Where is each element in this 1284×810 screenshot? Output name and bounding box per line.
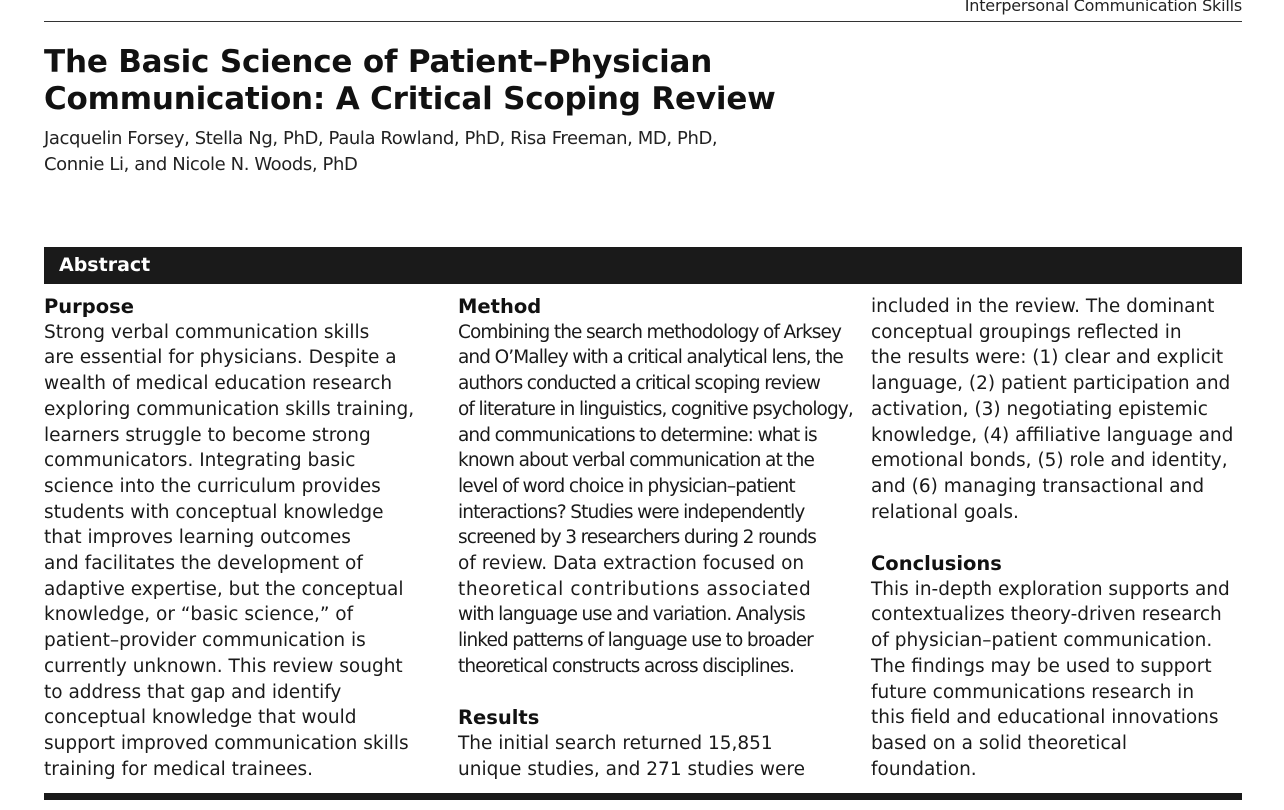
results-line: conceptual groupings reflected in (871, 321, 1182, 343)
method-line: interactions? Studies were independently (458, 501, 805, 523)
abstract-column-1 (44, 294, 444, 782)
title-line: The Basic Science of Patient–Physician (44, 44, 713, 80)
purpose-line: students with conceptual knowledge (44, 501, 384, 523)
purpose-line: learners struggle to become strong (44, 424, 371, 446)
article-title (44, 44, 944, 118)
results-line: activation, (3) negotiating epistemic (871, 398, 1208, 420)
running-head: Interpersonal Communication Skills (964, 0, 1242, 15)
author-line: Jacquelin Forsey, Stella Ng, PhD, Paula Rowland, PhD, Risa Freeman, MD, PhD, (44, 128, 718, 149)
results-line: included in the review. The dominant (871, 296, 1215, 317)
method-line: of literature in linguistics, cognitive psychology, (458, 398, 853, 420)
method-line: level of word choice in physician–patient (458, 475, 795, 497)
method-line: of review. Data extraction focused on (458, 553, 805, 575)
method-line: authors conducted a critical scoping review (458, 373, 820, 395)
method-heading: Method (458, 295, 542, 318)
results-line: knowledge, (4) affiliative language and (871, 424, 1234, 446)
conclusions-line: future communications research in (871, 681, 1195, 703)
results-heading: Results (458, 706, 540, 730)
abstract-label: Abstract (59, 254, 151, 276)
abstract-column-3 (871, 294, 1271, 782)
conclusions-line: This in-depth exploration supports and (871, 578, 1230, 600)
method-line: theoretical contributions associated (458, 578, 812, 600)
results-line: and (6) managing transactional and (871, 475, 1205, 497)
conclusions-line: contextualizes theory-driven research (871, 604, 1222, 626)
purpose-line: patient–provider communication is (44, 630, 366, 652)
results-line: language, (2) patient participation and (871, 373, 1231, 395)
abstract-header-bar (44, 247, 1242, 284)
method-line: linked patterns of language use to broader (458, 630, 813, 652)
purpose-line: conceptual knowledge that would (44, 707, 357, 729)
purpose-line: Strong verbal communication skills (44, 321, 370, 343)
purpose-line: to address that gap and identify (44, 681, 342, 703)
abstract-column-2 (458, 294, 858, 782)
method-line: with language use and variation. Analysis (458, 604, 805, 626)
purpose-line: wealth of medical education research (44, 373, 393, 395)
author-list (44, 126, 944, 178)
results-line: The initial search returned 15,851 (458, 732, 773, 754)
purpose-line: are essential for physicians. Despite a (44, 347, 397, 369)
method-line: known about verbal communication at the (458, 450, 814, 472)
purpose-line: currently unknown. This review sought (44, 655, 403, 677)
purpose-line: knowledge, or “basic science,” of (44, 604, 354, 626)
results-line: relational goals. (871, 501, 1019, 523)
purpose-line: training for medical trainees. (44, 758, 314, 780)
method-line: Combining the search methodology of Arksey (458, 321, 842, 343)
method-line: theoretical constructs across disciplines. (458, 655, 794, 677)
purpose-line: that improves learning outcomes (44, 527, 351, 549)
purpose-line: communicators. Integrating basic (44, 450, 356, 472)
conclusions-line: this field and educational innovations (871, 707, 1219, 729)
title-line: Communication: A Critical Scoping Review (44, 81, 776, 117)
method-line: screened by 3 researchers during 2 rounds (458, 527, 816, 549)
section-gap (458, 680, 858, 706)
top-rule (44, 21, 1242, 22)
conclusions-line: of physician–patient communication. (871, 630, 1213, 652)
purpose-heading: Purpose (44, 295, 134, 318)
conclusions-heading: Conclusions (871, 552, 1002, 576)
method-line: and communications to determine: what is (458, 424, 817, 446)
section-gap (871, 525, 1271, 551)
conclusions-line: The findings may be used to support (871, 655, 1212, 677)
results-line: emotional bonds, (5) role and identity, (871, 450, 1228, 472)
bottom-rule (44, 793, 1242, 800)
purpose-line: support improved communication skills (44, 732, 409, 754)
conclusions-line: foundation. (871, 758, 977, 780)
results-line: unique studies, and 271 studies were (458, 758, 805, 780)
method-line: and O’Malley with a critical analytical lens, the (458, 347, 843, 369)
purpose-line: adaptive expertise, but the conceptual (44, 578, 404, 600)
conclusions-line: based on a solid theoretical (871, 732, 1128, 754)
author-line: Connie Li, and Nicole N. Woods, PhD (44, 154, 358, 175)
purpose-line: science into the curriculum provides (44, 475, 381, 497)
results-line: the results were: (1) clear and explicit (871, 347, 1224, 369)
purpose-line: exploring communication skills training, (44, 398, 415, 420)
purpose-line: and facilitates the development of (44, 553, 363, 575)
